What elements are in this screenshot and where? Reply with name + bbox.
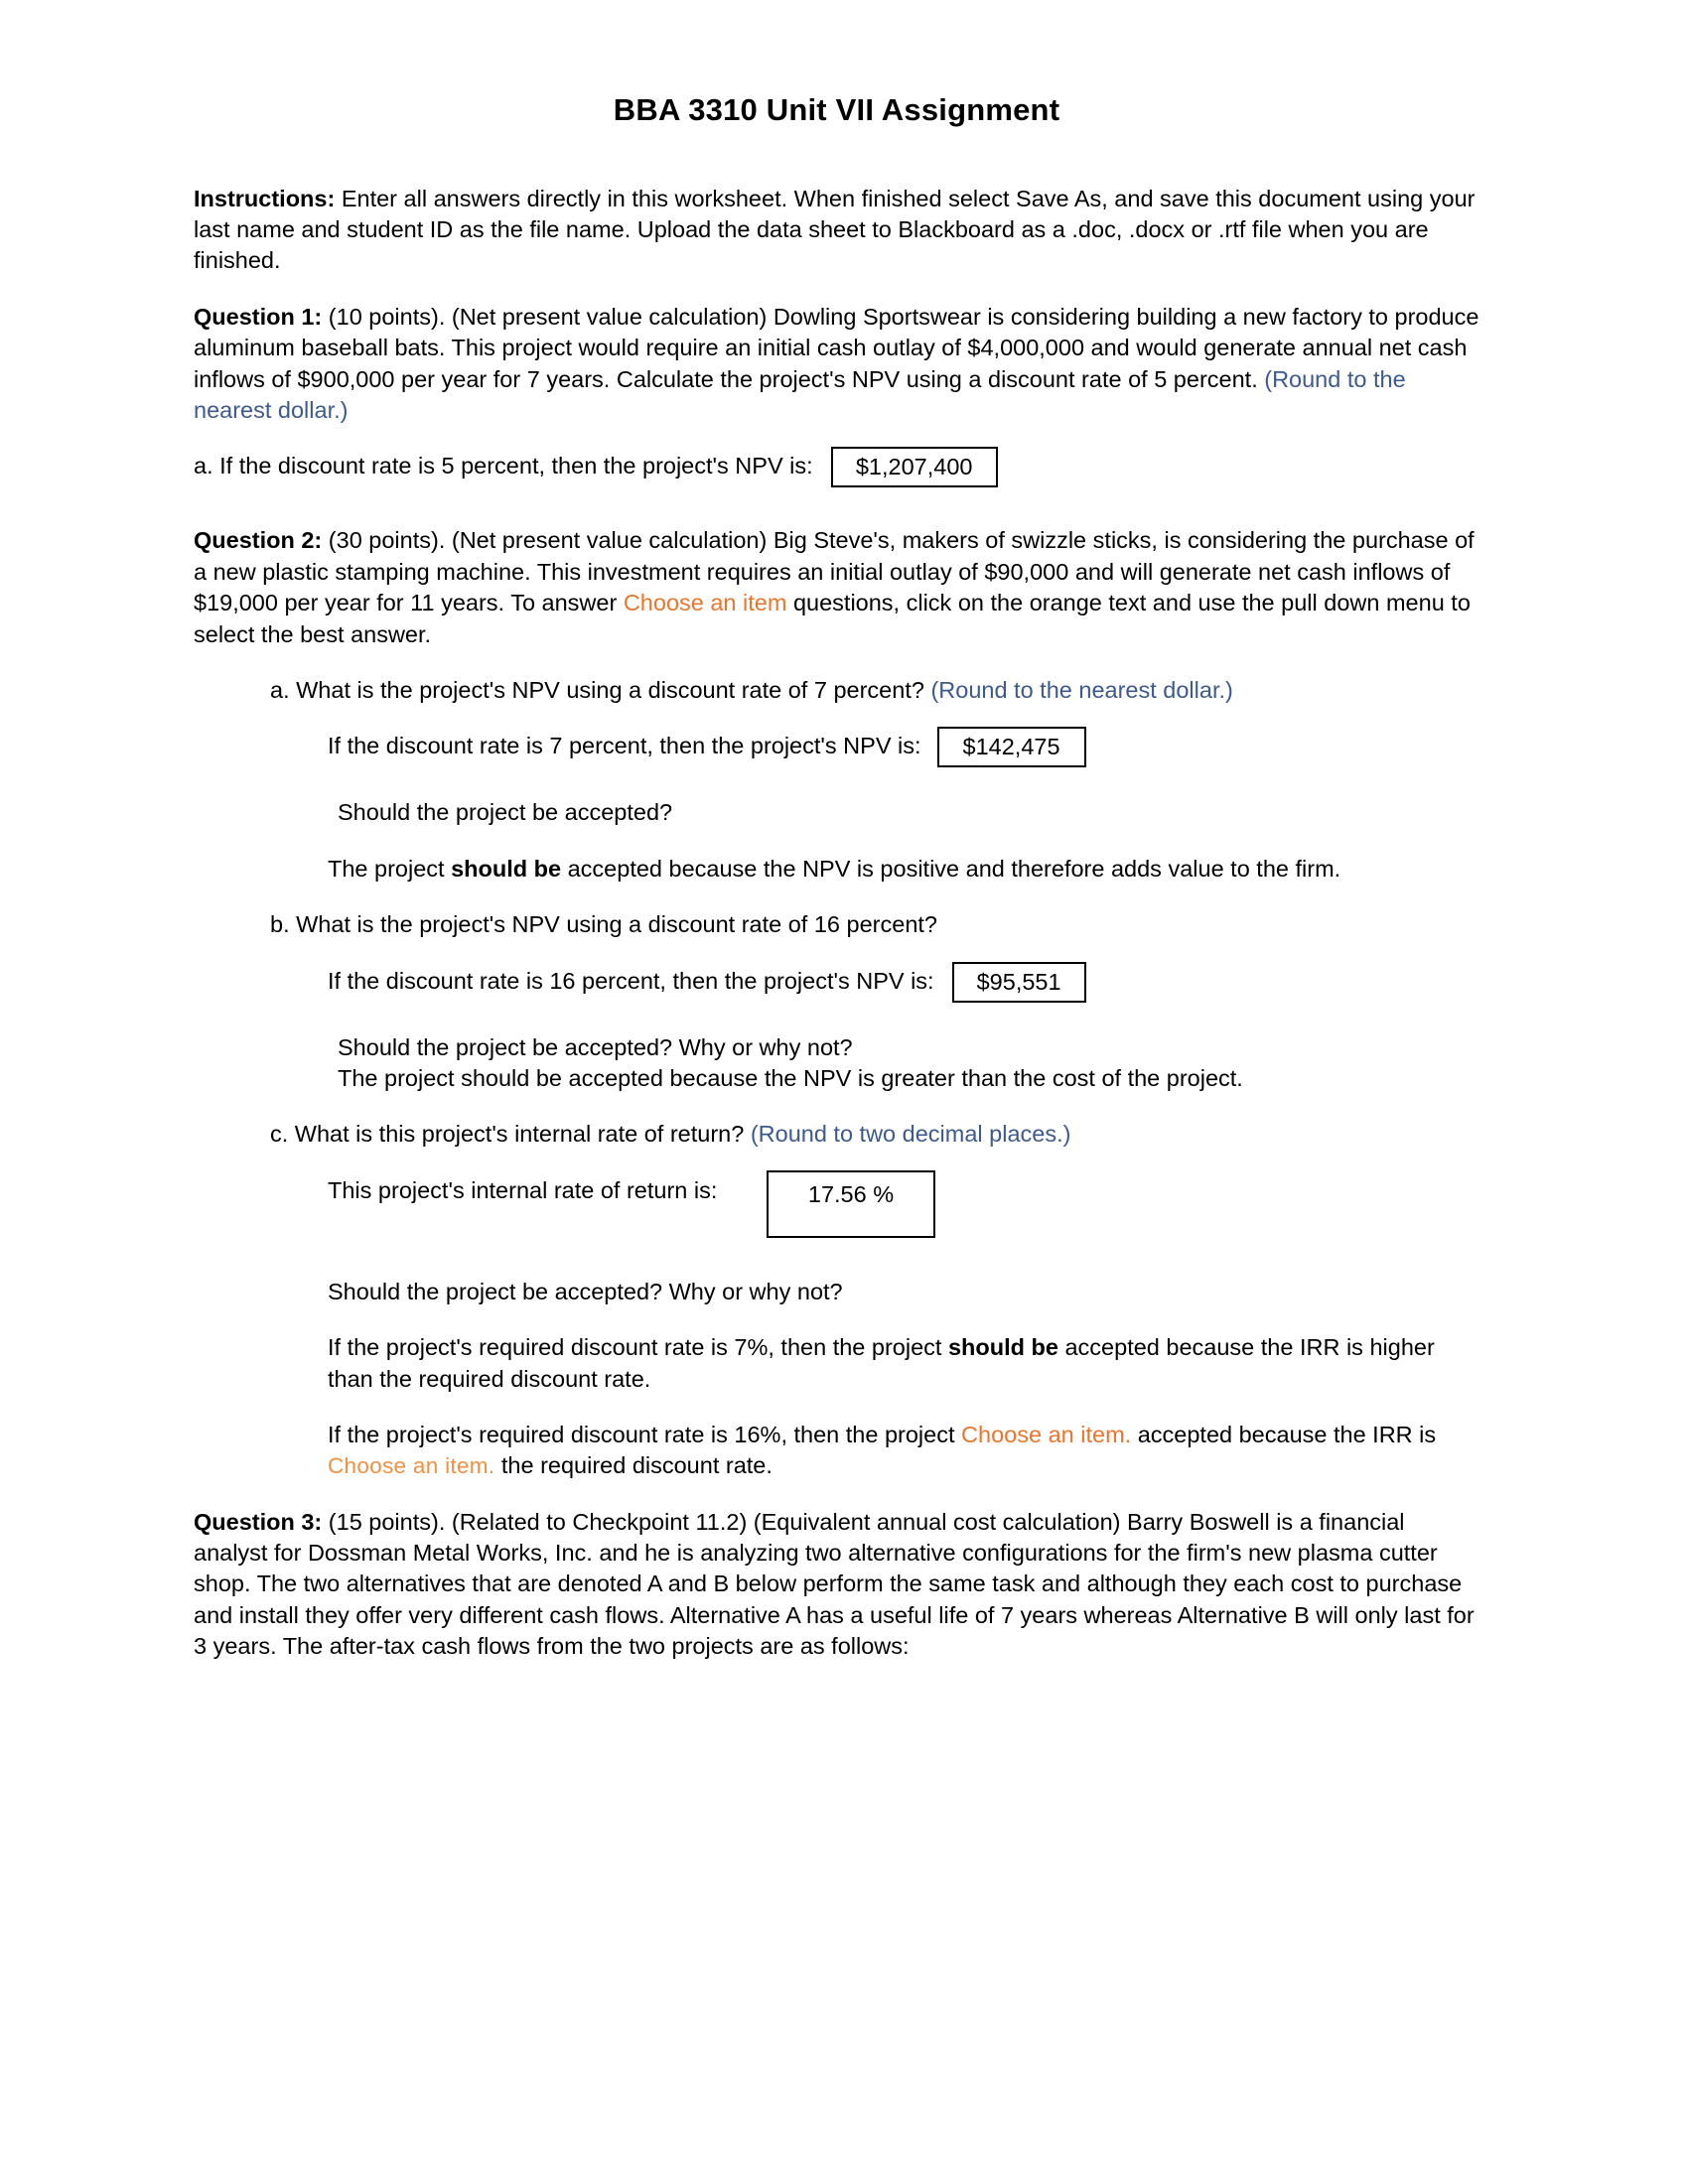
question1-part-a-answer-box[interactable]: $1,207,400	[831, 447, 998, 487]
question2-paragraph	[194, 525, 1479, 649]
question2-part-c-rationale-7-text-1: If the project's required discount rate is 7%, then the project	[328, 1334, 948, 1361]
question2-part-c-rationale-16	[328, 1420, 1479, 1482]
question2-part-a-answer-label: If the discount rate is 7 percent, then the project's NPV is:	[328, 733, 921, 759]
question1-paragraph	[194, 302, 1479, 426]
question1-label: Question 1:	[194, 303, 323, 330]
question2-text-1: (30 points). (Net present value calculation) Big Steve's, makers of swizzle sticks, is considering the purchase of a new plastic stamping machine. This investment requires an initial outlay of $90,000 and will generate net cash inflows of $19,000 per year for 11 years. To answer	[194, 527, 1475, 616]
question2-part-c-rationale-7	[328, 1332, 1479, 1395]
question2-part-c-answer-label: This project's internal rate of return is:	[328, 1176, 718, 1203]
question2-part-c-rationale-16-text-2: accepted because the IRR is	[1131, 1421, 1437, 1447]
instructions-text: Enter all answers directly in this worksheet. When finished select Save As, and save this document using your last name and student ID as the file name. Upload the data sheet to Blackboard as a .doc, .docx or .rtf file when you are finished.	[194, 185, 1476, 274]
question2-part-c-answer-box[interactable]: 17.56 %	[767, 1170, 935, 1238]
question2-part-a-rationale-emphasis: should be	[451, 855, 562, 882]
question2-part-c-rationale-16-text-3: the required discount rate.	[494, 1452, 773, 1479]
question2-part-b-answer-label: If the discount rate is 16 percent, then the project's NPV is:	[328, 967, 934, 994]
question2-text-2: questions, click on the orange text and use the pull down menu to select the best answer.	[194, 590, 1471, 647]
question2-part-a-answer-row	[328, 731, 1479, 771]
question1-round-note: (Round to the nearest dollar.)	[194, 365, 1406, 423]
question2-part-b-rationale: The project should be accepted because the NPV is greater than the cost of the project.	[338, 1065, 1243, 1092]
document-body	[194, 91, 1479, 1687]
question2-part-a-rationale	[328, 854, 1479, 885]
question2-part-b-accept-question: Should the project be accepted? Why or why not?	[338, 1033, 853, 1060]
question2-label: Question 2:	[194, 527, 323, 554]
question3-paragraph	[194, 1507, 1479, 1663]
page-title: BBA 3310 Unit VII Assignment	[613, 92, 1060, 127]
question3-text: (15 points). (Related to Checkpoint 11.2) (Equivalent annual cost calculation) Barry Boswell is a financial analyst for Dossman Metal Works, Inc. and he is analyzing two alternative configurations for the firm's new plasma cutter shop. The two alternatives that are denoted A and B below perform the same task and although they each cost to purchase and install they offer very different cash flows. Alternative A has a useful life of 7 years whereas Alternative B will only last for 3 years. The after-tax cash flows from the two projects are as follows:	[194, 1508, 1475, 1660]
question2-part-c-rationale-16-text-1: If the project's required discount rate is 16%, then the project	[328, 1421, 962, 1447]
question2-part-a-rationale-text-2: accepted because the NPV is positive and therefore adds value to the firm.	[561, 855, 1341, 882]
question2-part-c-answer-row	[328, 1175, 1479, 1243]
question1-part-a-prompt: a. If the discount rate is 5 percent, then the project's NPV is:	[194, 453, 813, 479]
question3-label: Question 3:	[194, 1508, 323, 1535]
question2-part-c-round-note: (Round to two decimal places.)	[750, 1121, 1071, 1148]
question2-part-a-prompt-paragraph	[270, 675, 1479, 706]
question2-part-a-prompt: a. What is the project's NPV using a discount rate of 7 percent?	[270, 676, 931, 703]
instructions-label: Instructions:	[194, 185, 336, 211]
instructions-paragraph	[194, 184, 1479, 277]
question2-part-a-answer-box[interactable]: $142,475	[937, 727, 1086, 767]
question2-part-c-accept-question: Should the project be accepted? Why or why not?	[328, 1278, 843, 1304]
question2-part-a-accept-question: Should the project be accepted?	[338, 799, 673, 826]
question2-part-c-rationale-7-emphasis: should be	[947, 1334, 1058, 1361]
question2-part-a-rationale-text-1: The project	[328, 855, 452, 882]
question2-part-b-answer-row	[328, 966, 1479, 1007]
question2-part-b-prompt: b. What is the project's NPV using a discount rate of 16 percent?	[270, 911, 937, 938]
question2-part-c-prompt: c. What is this project's internal rate of return?	[270, 1121, 751, 1148]
question2-part-c-rationale-7-text-2: accepted because the IRR is higher than the required discount rate.	[328, 1334, 1435, 1392]
question1-part-a-row	[194, 451, 1479, 491]
question2-part-a-round-note: (Round to the nearest dollar.)	[930, 676, 1233, 703]
question2-choose-an-item-placeholder[interactable]: Choose an item	[623, 590, 787, 616]
question2-part-b-answer-box[interactable]: $95,551	[952, 962, 1086, 1003]
question2-part-c-choose-an-item-placeholder-1[interactable]: Choose an item.	[961, 1421, 1132, 1447]
question1-text: (10 points). (Net present value calculation) Dowling Sportswear is considering building a new factory to produce aluminum baseball bats. This project would require an initial cash outlay of $4,000,000 and would generate annual net cash inflows of $900,000 per year for 7 years. Calculate the project's NPV using a discount rate of 5 percent.	[194, 303, 1479, 392]
question2-part-c-prompt-paragraph	[270, 1119, 1479, 1150]
question2-part-c-choose-an-item-placeholder-2[interactable]: Choose an item.	[328, 1453, 495, 1479]
